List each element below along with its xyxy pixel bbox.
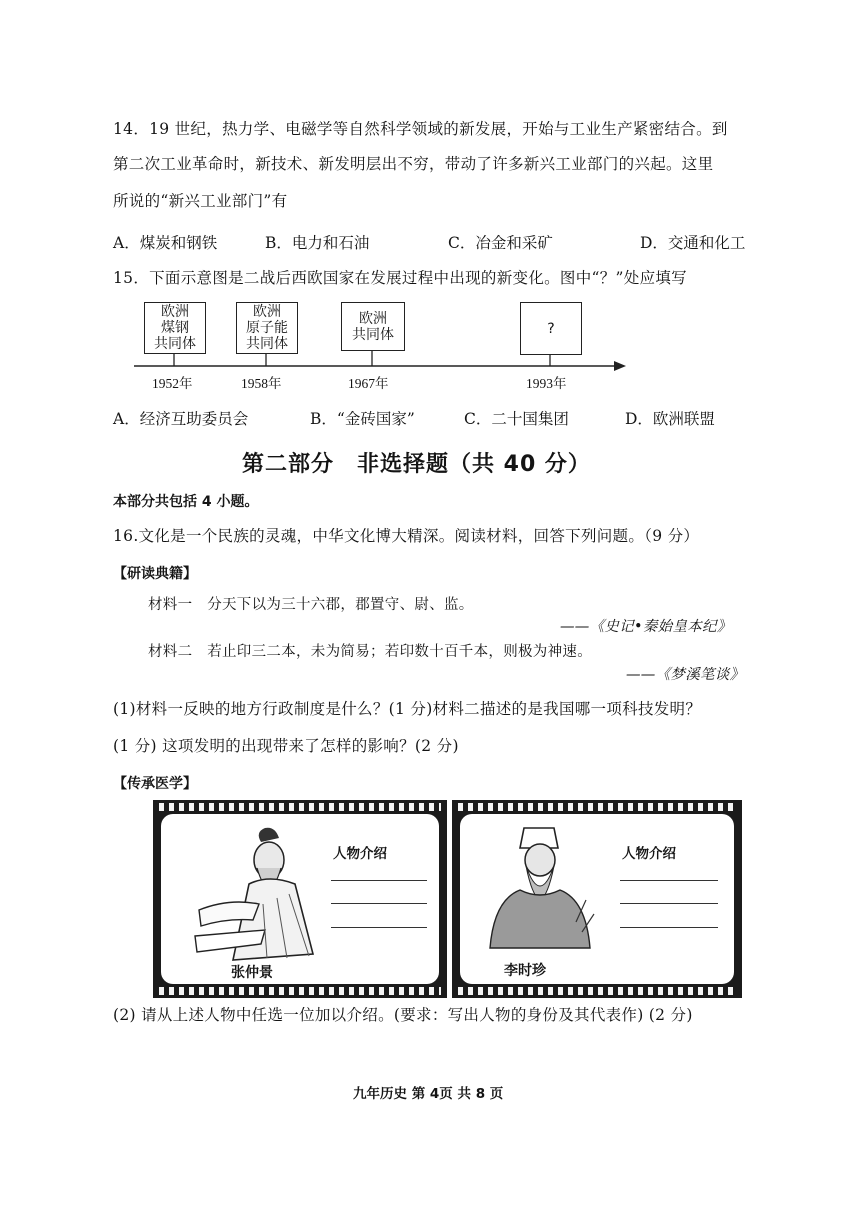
answer-blank-line (620, 880, 718, 881)
film-perforation (458, 987, 736, 995)
q15-stem: 15．下面示意图是二战后西欧国家在发展过程中出现的新变化。图中“？”处应填写 (113, 269, 687, 287)
q16-stem: 16.文化是一个民族的灵魂，中华文化博大精深。阅读材料，回答下列问题。（9 分） (113, 527, 700, 545)
person-name-zhang-zhongjing: 张仲景 (231, 965, 273, 981)
q16-question-1-line-1: (1)材料一反映的地方行政制度是什么？(1 分)材料二描述的是我国哪一项科技发明？ (113, 700, 702, 718)
part2-note: 本部分共包括 4 小题。 (113, 494, 259, 510)
film-perforation (458, 803, 736, 811)
timeline-box-1952: 欧洲 煤钢 共同体 (144, 302, 206, 354)
q15-option-d: D．欧洲联盟 (625, 410, 715, 428)
answer-blank-line (331, 927, 427, 928)
q15-option-c: C．二十国集团 (464, 410, 569, 428)
q14-option-d: D．交通和化工 (640, 234, 746, 252)
answer-blank-line (331, 880, 427, 881)
timeline-year-1952: 1952年 (152, 376, 193, 391)
timeline-year-1967: 1967年 (348, 376, 389, 391)
timeline-box-1958: 欧洲 原子能 共同体 (236, 302, 298, 354)
q14-option-a: A．煤炭和钢铁 (113, 234, 218, 252)
q16-material-1: 材料一 分天下以为三十六郡，郡置守、尉、监。 (148, 597, 474, 613)
timeline-box-1967: 欧洲 共同体 (341, 302, 405, 351)
q16-question-1-line-2: (1 分) 这项发明的出现带来了怎样的影响？(2 分) (113, 737, 459, 755)
timeline-box-1993: ? (520, 302, 582, 355)
q14-line-1: 14．19 世纪，热力学、电磁学等自然科学领域的新发展，开始与工业生产紧密结合。到 (113, 120, 728, 138)
q14-line-3: 所说的“新兴工业部门”有 (113, 192, 288, 210)
answer-blank-line (331, 903, 427, 904)
timeline-year-1958: 1958年 (241, 376, 282, 391)
timeline-year-1993: 1993年 (526, 376, 567, 391)
person-name-li-shizhen: 李时珍 (504, 963, 546, 979)
answer-blank-line (620, 903, 718, 904)
card-frame (161, 814, 439, 984)
card-frame (460, 814, 734, 984)
zhang-zhongjing-portrait-icon (189, 824, 329, 974)
film-perforation (159, 987, 441, 995)
q15-option-a: A．经济互助委员会 (113, 410, 249, 428)
q14-option-c: C．冶金和采矿 (448, 234, 553, 252)
film-perforation (159, 803, 441, 811)
person-card-li-shizhen (452, 800, 742, 998)
answer-blank-line (620, 927, 718, 928)
page-footer: 九年历史 第 4页 共 8 页 (353, 1086, 504, 1102)
q16-material-2: 材料二 若止印三二本，未为简易；若印数十百千本，则极为神速。 (148, 644, 592, 660)
q14-option-b: B．电力和石油 (265, 234, 370, 252)
person-card-zhang-zhongjing (153, 800, 447, 998)
card-intro-title: 人物介绍 (622, 846, 676, 862)
q16-section-classics: 【研读典籍】 (113, 566, 197, 582)
q16-question-2: (2) 请从上述人物中任选一位加以介绍。(要求：写出人物的身份及其代表作) (2 分) (113, 1006, 693, 1024)
q16-source-1: ——《史记•秦始皇本纪》 (560, 619, 732, 635)
q15-option-b: B．“金砖国家” (310, 410, 415, 428)
q16-source-2: ——《梦溪笔谈》 (626, 667, 745, 683)
li-shizhen-portrait-icon (480, 822, 600, 952)
q15-timeline-diagram (130, 298, 630, 398)
q14-line-2: 第二次工业革命时，新技术、新发明层出不穷，带动了许多新兴工业部门的兴起。这里 (113, 155, 714, 173)
q16-section-medicine: 【传承医学】 (113, 776, 197, 792)
part2-title: 第二部分 非选择题（共 40 分） (242, 452, 591, 477)
card-intro-title: 人物介绍 (333, 846, 387, 862)
